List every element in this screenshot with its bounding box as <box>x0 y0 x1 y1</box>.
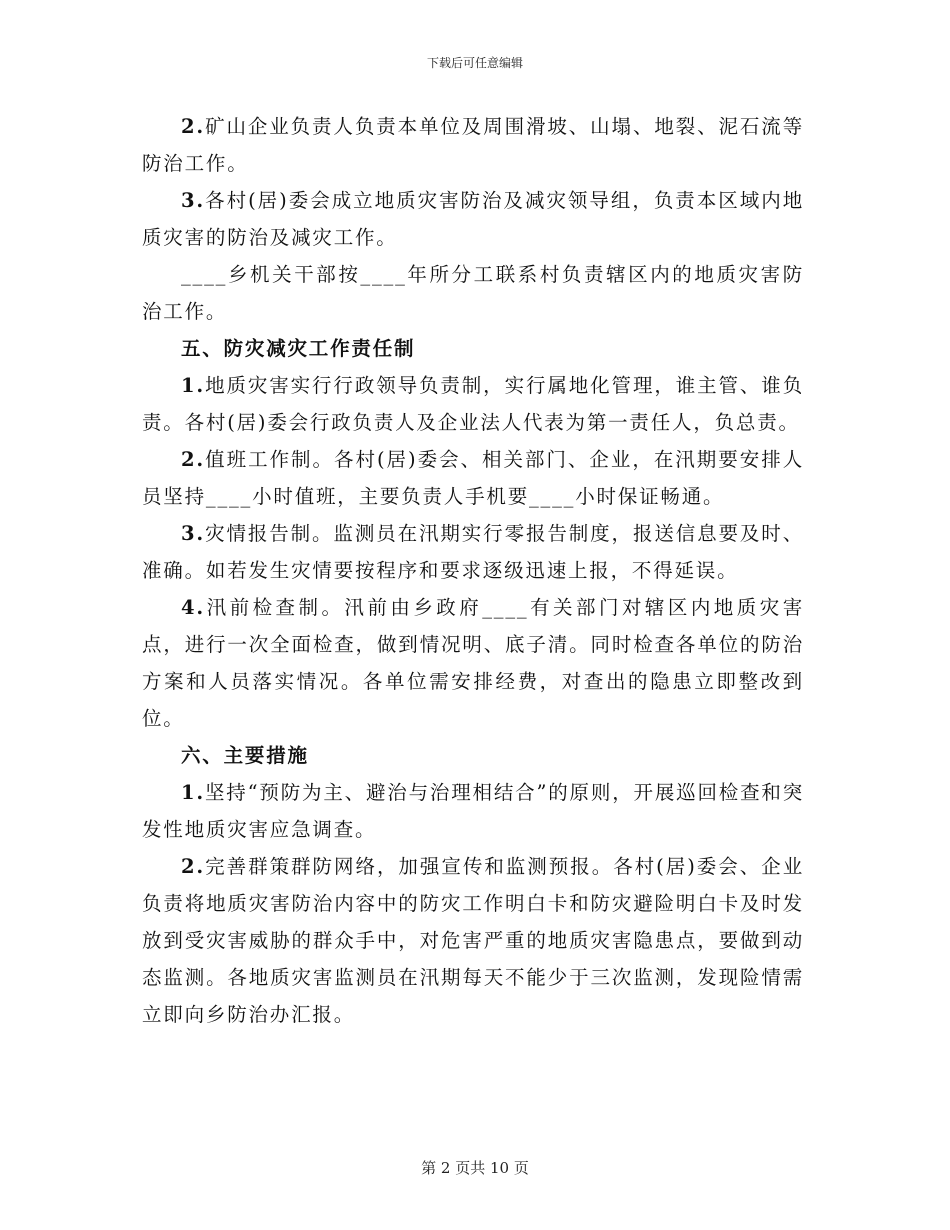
paragraph <box>142 515 804 589</box>
paragraph <box>142 774 804 848</box>
item-number: 4. <box>181 596 205 619</box>
paragraph <box>142 108 804 182</box>
paragraph <box>142 848 804 1033</box>
item-number: 1. <box>181 374 205 397</box>
paragraph-text: 矿山企业负责人负责本单位及周围滑坡、山塌、地裂、泥石流等防治工作。 <box>142 115 804 175</box>
paragraph-text: 地质灾害实行行政领导负责制，实行属地化管理，谁主管、谁负责。各村(居)委会行政负责人及企业法人代表为第一责任人，负总责。 <box>142 374 804 434</box>
paragraph <box>142 367 804 441</box>
section-heading: 六、主要措施 <box>181 744 309 767</box>
item-number: 2. <box>181 115 205 138</box>
item-number: 2. <box>181 855 205 878</box>
document-body <box>142 108 804 1033</box>
paragraph-text: 汛前检查制。汛前由乡政府____有关部门对辖区内地质灾害点，进行一次全面检查，做到情况明、底子清。同时检查各单位的防治方案和人员落实情况。各单位需安排经费，对查出的隐患立即整改到位。 <box>142 596 804 730</box>
paragraph-text: 完善群策群防网络，加强宣传和监测预报。各村(居)委会、企业负责将地质灾害防治内容中的防灾工作明白卡和防灾避险明白卡及时发放到受灾害威胁的群众手中，对危害严重的地质灾害隐患点，要做到动态监测。各地质灾害监测员在汛期每天不能少于三次监测，发现险情需立即向乡防治办汇报。 <box>142 855 804 1026</box>
paragraph-text: ____乡机关干部按____年所分工联系村负责辖区内的地质灾害防治工作。 <box>142 263 804 323</box>
item-number: 3. <box>181 522 205 545</box>
page-header: 下载后可任意编辑 <box>426 56 523 70</box>
paragraph <box>142 441 804 515</box>
section-heading: 五、防灾减灾工作责任制 <box>181 337 416 360</box>
item-number: 1. <box>181 781 205 804</box>
paragraph-text: 坚持“预防为主、避治与治理相结合”的原则，开展巡回检查和突发性地质灾害应急调查。 <box>142 781 804 841</box>
item-number: 3. <box>181 189 205 212</box>
paragraph-text: 值班工作制。各村(居)委会、相关部门、企业，在汛期要安排人员坚持____小时值班，主要负责人手机要____小时保证畅通。 <box>142 448 804 508</box>
paragraph <box>142 182 804 256</box>
page-footer: 第 2 页共 10 页 <box>421 1159 529 1177</box>
paragraph <box>142 256 804 330</box>
paragraph <box>142 589 804 737</box>
item-number: 2. <box>181 448 205 471</box>
paragraph-text: 灾情报告制。监测员在汛期实行零报告制度，报送信息要及时、准确。如若发生灾情要按程序和要求逐级迅速上报，不得延误。 <box>142 522 804 582</box>
paragraph-text: 各村(居)委会成立地质灾害防治及减灾领导组，负责本区域内地质灾害的防治及减灾工作。 <box>142 189 804 249</box>
